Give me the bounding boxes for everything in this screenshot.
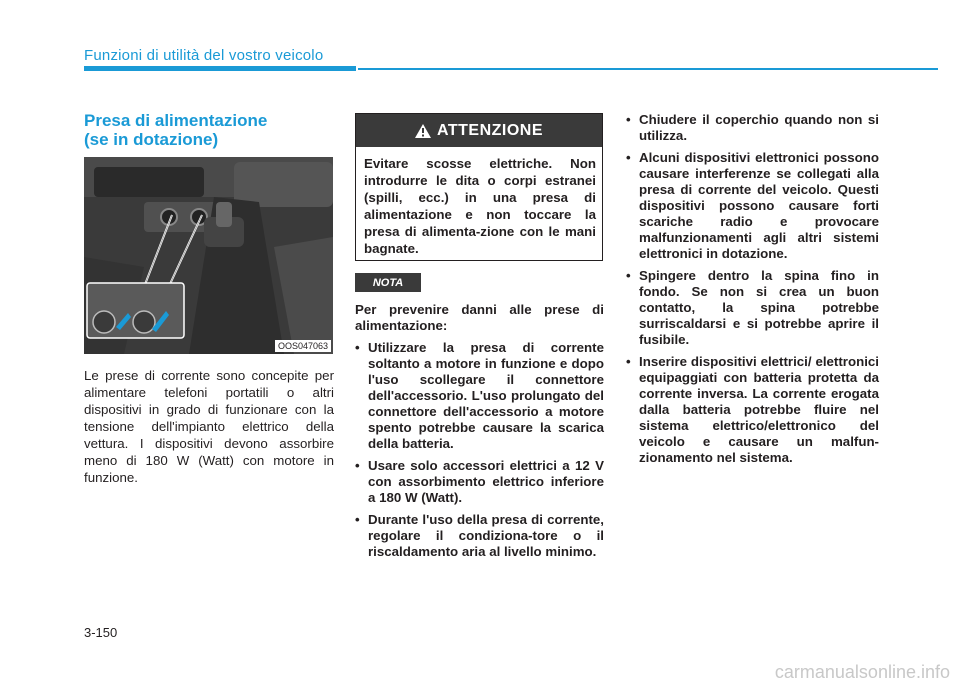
note-column-right	[626, 112, 879, 472]
note-badge: NOTA	[355, 273, 421, 292]
header-rule-thin	[358, 68, 938, 70]
warning-text: Evitare scosse elettriche. Non introdurre le dita o corpi estranei (spilli, ecc.) in una presa di alimentazione e non toccare la presa di alimenta-zione con le mani bagnate.	[364, 156, 596, 256]
section-title	[84, 111, 344, 149]
power-outlet-photo	[84, 157, 333, 354]
note-item: • Durante l'uso della presa di corrente, regolare il condiziona-tore o il riscaldamento aria al livello minimo.	[355, 512, 604, 560]
warning-box	[355, 113, 603, 261]
note-item: • Inserire dispositivi elettrici/ elettronici equipaggiati con batteria protetta da corrente inversa. La corrente erogata dalla batteria potrebbe fluire nel sistema elettrico/elettronico del veicolo e causare un malfun-zionamento nel sistema.	[626, 354, 879, 466]
note-item: • Alcuni dispositivi elettronici possono causare interferenze se collegati alla presa di corrente del veicolo. Questi dispositivi possono causare forti scariche radio e provocare malfunzionamenti agli altri sistemi elettronici in dotazione.	[626, 150, 879, 262]
power-outlet-illustration	[84, 157, 333, 354]
section-title-line1: Presa di alimentazione	[84, 111, 268, 130]
header-rule-thick	[84, 66, 356, 71]
page-number: 3-150	[84, 625, 118, 640]
section-title-line2: (se in dotazione)	[84, 130, 219, 149]
warning-title: ATTENZIONE	[436, 121, 544, 139]
warning-triangle-icon	[415, 124, 431, 138]
warning-header	[356, 114, 602, 147]
note-item: • Chiudere il coperchio quando non si utilizza.	[626, 112, 879, 144]
note-item: • Usare solo accessori elettrici a 12 V con assorbimento elettrico inferiore a 180 W (Watt).	[355, 458, 604, 506]
note-item: • Utilizzare la presa di corrente soltanto a motore in funzione e dopo l'uso scollegare il connettore dell'accessorio. L'uso prolungato del connettore dell'accessorio a motore spento potrebbe causare la scarica della batteria.	[355, 340, 604, 452]
note-item: • Spingere dentro la spina fino in fondo. Se non si crea un buon contatto, la spina potrebbe surriscaldarsi e si potrebbe aprire il fusibile.	[626, 268, 879, 348]
running-header: Funzioni di utilità del vostro veicolo	[84, 47, 324, 64]
intro-paragraph: Le prese di corrente sono concepite per alimentare telefoni portatili o altri dispositivi in grado di funzionare con la tensione dell'impianto elettrico della vettura. I dispositivi devono assorbire meno di 180 W (Watt) con motore in funzione.	[84, 368, 334, 485]
figure-code: OOS047063	[275, 340, 331, 352]
note-column-left	[355, 302, 604, 566]
watermark: carmanualsonline.info	[774, 662, 950, 682]
note-lead: Per prevenire danni alle prese di alimentazione:	[355, 302, 604, 333]
